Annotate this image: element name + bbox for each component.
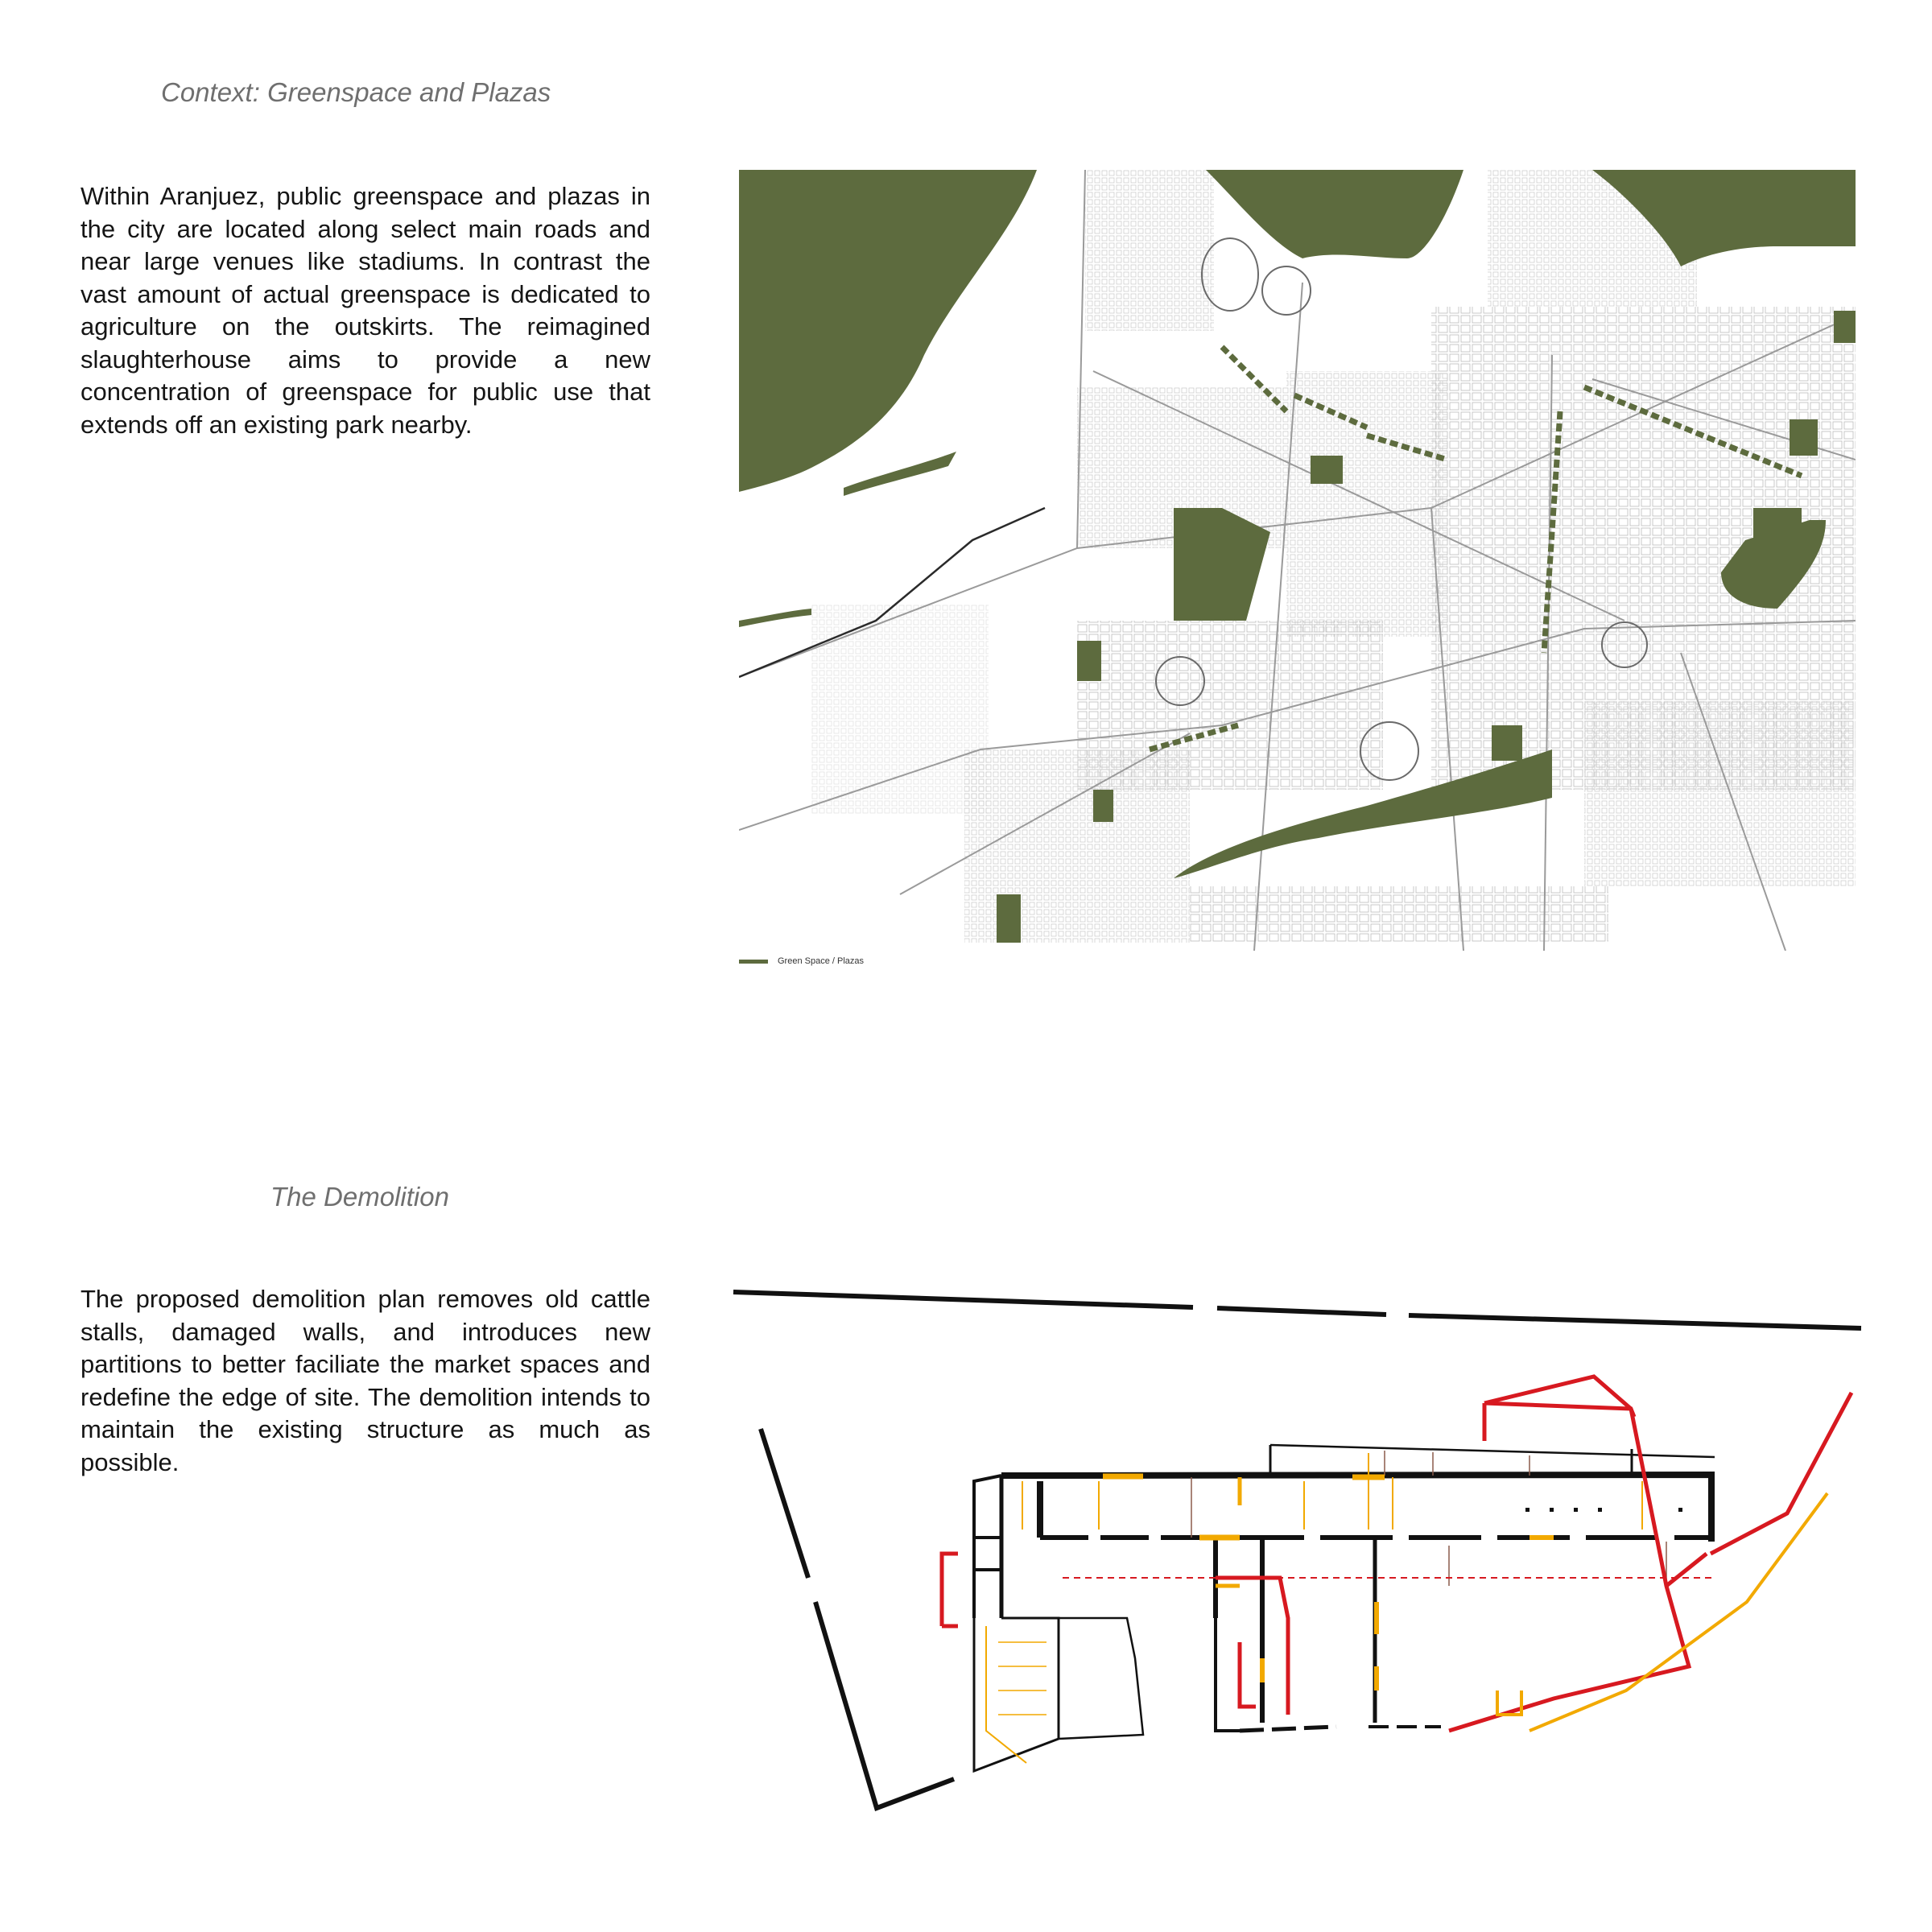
section-title-greenspace: Context: Greenspace and Plazas — [161, 77, 551, 107]
new-partitions — [986, 1453, 1827, 1763]
site-boundary-top — [733, 1292, 1861, 1328]
greenspace-description: Within Aranjuez, public greenspace and plazas in the city are located along select main roads and near large venues like stadiums. In contrast the vast amount of actual greenspace is dedicated to agriculture on the outskirts. The reimagined slaughterhouse aims to provide a new concentration of greenspace for public use that extends off an existing park nearby. — [80, 182, 650, 439]
legend-label: Green Space / Plazas — [778, 956, 865, 966]
legend-swatch-green — [739, 960, 768, 964]
existing-columns — [1525, 1508, 1682, 1512]
demolition-description: The proposed demolition plan removes old cattle stalls, damaged walls, and introduces new partitions to better faciliate the market spaces and redefine the edge of site. The demolition intends to maintain the existing structure as much as possible. — [80, 1285, 650, 1476]
existing-walls — [974, 1445, 1715, 1811]
site-boundary-left — [761, 1429, 954, 1808]
map-legend — [739, 956, 864, 966]
section-title-demolition: The Demolition — [270, 1182, 449, 1212]
demolition-walls — [942, 1377, 1852, 1731]
greenspace-map — [739, 170, 1856, 951]
demolition-plan — [724, 1280, 1868, 1811]
